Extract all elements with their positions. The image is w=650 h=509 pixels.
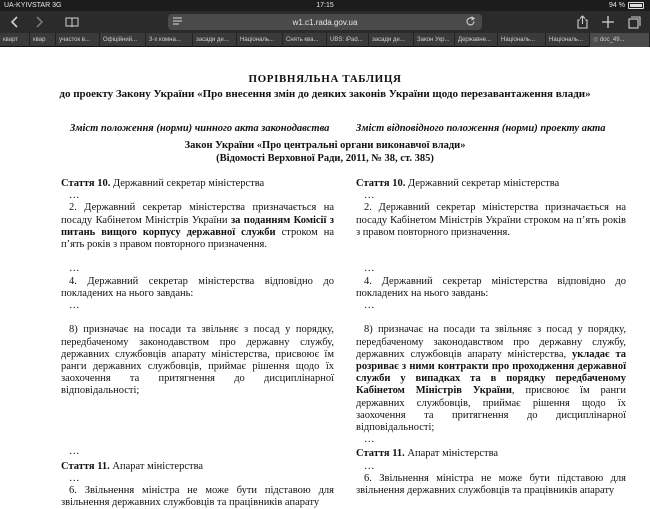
right-column: [356, 178, 626, 497]
document-subtitle: до проекту Закону України «Про внесення змін до деяких законів України щодо перезавантаження влади»: [59, 88, 591, 100]
reader-icon[interactable]: [173, 17, 182, 27]
ellipsis: …: [69, 472, 80, 484]
tab-item[interactable]: Закон Укр...: [414, 33, 455, 47]
browser-toolbar: [0, 11, 650, 33]
book-icon: [65, 17, 79, 28]
left-column-header: Зміст положення (норми) чинного акта законодавства: [70, 123, 330, 134]
right-column-header: Зміст відповідного положення (норми) проекту акта: [356, 123, 606, 134]
clock: 17:15: [316, 2, 334, 9]
ellipsis: …: [69, 446, 80, 458]
status-bar: [0, 0, 650, 11]
tab-item[interactable]: Снять ква...: [283, 33, 327, 47]
article-10-paragraph-2: 2. Державний секретар міністерства призначається на посаду Кабінетом Міністрів України строком на п’ять років з правом повторного призначення.: [356, 202, 626, 238]
article-11-paragraph-6: 6. Звільнення міністра не може бути підставою для звільнення державних службовців та працівників апарату: [61, 484, 334, 509]
tab-item[interactable]: 3-х комна...: [146, 33, 193, 47]
forward-button[interactable]: [30, 11, 48, 33]
law-source: (Відомості Верховної Ради, 2011, № 38, ст. 385): [216, 153, 434, 164]
tab-item[interactable]: UBS: iPad...: [327, 33, 369, 47]
share-button[interactable]: [572, 11, 592, 33]
battery-percent: 94 %: [609, 2, 625, 9]
ellipsis: …: [69, 299, 80, 311]
ellipsis: …: [364, 299, 375, 311]
law-title: Закон України «Про центральні органи виконавчої влади»: [184, 140, 466, 151]
ellipsis: …: [69, 190, 80, 202]
article-10-heading: Стаття 10. Державний секретар міністерства: [356, 178, 560, 189]
chevron-right-icon: [35, 16, 43, 28]
document-title: ПОРІВНЯЛЬНА ТАБЛИЦЯ: [248, 73, 402, 85]
tab-strip: [0, 33, 650, 47]
ellipsis: …: [69, 263, 80, 275]
left-column: [61, 178, 334, 509]
carrier-label: UA-KYIVSTAR 3G: [4, 2, 62, 9]
reload-icon[interactable]: [466, 16, 476, 29]
document-page: [0, 47, 650, 509]
tab-item[interactable]: засади де...: [369, 33, 414, 47]
tab-item[interactable]: Державне...: [455, 33, 498, 47]
tab-item[interactable]: Офіційний...: [100, 33, 146, 47]
new-tab-button[interactable]: [598, 11, 618, 33]
battery-indicator: [609, 0, 644, 11]
ellipsis: …: [364, 460, 375, 472]
bookmarks-button[interactable]: [62, 11, 82, 33]
article-10-item-8: 8) призначає на посади та звільняє з посад у порядку, передбаченому законодавством про державну службу, державних службовців апарату міністерства, укладає та розриває з ними контракти про проходження державної служби у випадках та в порядку передбаченому Кабінетом Міністрів України, присвоює їм ранги державних службовців, приймає рішення щодо їх заохочення та притягнення до дисциплінарної відповідальності;: [356, 324, 626, 433]
tab-item[interactable]: засади де...: [193, 33, 237, 47]
back-button[interactable]: [6, 11, 24, 33]
ellipsis: …: [364, 434, 375, 446]
tabs-icon: [628, 16, 641, 29]
ellipsis: …: [364, 263, 375, 275]
chevron-left-icon: [11, 16, 19, 28]
tab-item[interactable]: Національ...: [237, 33, 283, 47]
tab-item[interactable]: Національ...: [498, 33, 546, 47]
tab-item[interactable]: кварт: [0, 33, 30, 47]
url-text: w1.c1.rada.gov.ua: [292, 17, 358, 27]
tab-item-label: doc_49...: [599, 37, 625, 43]
ellipsis: …: [364, 190, 375, 202]
article-10-item-8: 8) призначає на посади та звільняє з посад у порядку, передбаченому законодавством про державну службу, державних службовців апарату міністерства, присвоює їм ранги державних службовців, приймає рішення щодо їх заохочення та притягнення до дисциплінарної відповідальності;: [61, 324, 334, 397]
article-11-heading: Стаття 11. Апарат міністерства: [356, 448, 499, 460]
tab-item[interactable]: участок в...: [56, 33, 100, 47]
tabs-overview-button[interactable]: [624, 11, 644, 33]
tab-item[interactable]: Національ...: [546, 33, 590, 47]
article-11-heading: Стаття 11. Апарат міністерства: [61, 460, 204, 472]
article-10-paragraph-2: 2. Державний секретар міністерства призначається на посаду Кабінетом Міністрів України за поданням Комісії з питань вищого корпусу державної служби строком на п’ять років з правом повторного призначення.: [61, 202, 335, 250]
tab-item-active[interactable]: [590, 33, 650, 47]
share-icon: [577, 15, 588, 29]
article-10-paragraph-4: 4. Державний секретар міністерства відповідно до покладених на нього завдань:: [61, 275, 334, 299]
tab-item[interactable]: квар: [30, 33, 56, 47]
article-10-paragraph-4: 4. Державний секретар міністерства відповідно до покладених на нього завдань:: [356, 275, 626, 299]
article-10-heading: Стаття 10. Державний секретар міністерства: [61, 178, 265, 189]
pdf-icon: ◎: [593, 37, 600, 43]
article-11-paragraph-6: 6. Звільнення міністра не може бути підставою для звільнення державних службовців та працівників апарату: [356, 472, 626, 496]
plus-icon: [602, 16, 614, 28]
address-bar[interactable]: [168, 14, 482, 30]
battery-icon: [628, 2, 644, 9]
